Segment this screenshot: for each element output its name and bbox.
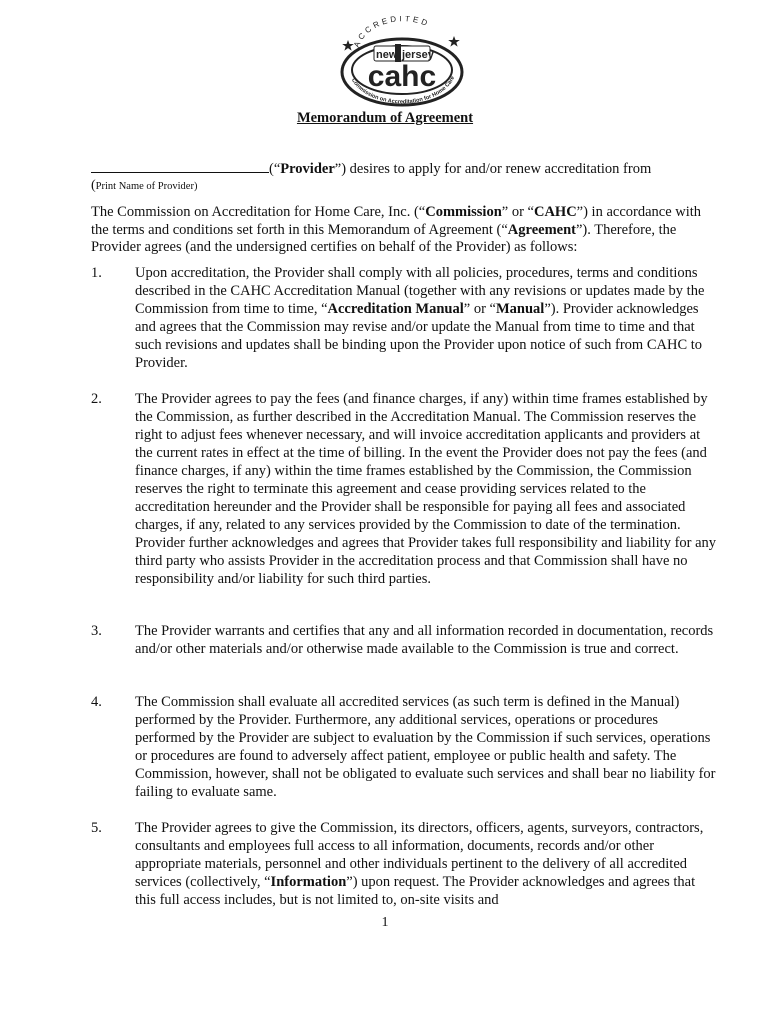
provider-quote-open: (“ (269, 161, 281, 177)
clause-text: The Commission shall evaluate all accredited services (as such term is defined in the Manual) performed by the Provider. Furthermore, any additional services, operations or procedures performed by the Provider are subject to evaluation by the Commission if such services, operations or procedures are found to adversely affect patient, employee or public health and safety. The Commission, however, shall not be obligated to evaluate such services and shall bear no liability for failing to evaluate same. (135, 694, 716, 800)
clause-text (135, 264, 717, 372)
star-icon (448, 36, 460, 47)
term-accreditation-manual: Accreditation Manual (327, 301, 464, 317)
clause-text-part: ”) upon request. The Provider acknowledges and agrees that this full access includes, but is not limited to, on-site visits and (135, 874, 696, 908)
intro-term-agreement: Agreement (507, 221, 576, 238)
clause-text-part: ”). Provider acknowledges and agrees that the Commission may revise and/or update the Manual from time to time and that such revisions and updates shall be binding upon the Provider upon notice of such from CAHC to Provider. (135, 301, 703, 371)
clause-text: The Provider warrants and certifies that any and all information recorded in documentation, records and/or other materials and/or otherwise made available to the Commission is true and correct. (135, 623, 714, 657)
provider-line (91, 160, 651, 178)
logo-ring-text: Commission on Accreditation for Home Care (349, 75, 457, 106)
intro-text: ” or “ (501, 204, 534, 220)
provider-caption (91, 178, 197, 194)
clause-number: 5. (91, 820, 102, 836)
intro-text: ”) in accordance with the terms and conditions set forth in this Memorandum of Agreement (“ (91, 204, 702, 238)
provider-caption-paren: ( (91, 178, 96, 193)
provider-line-text: ”) desires to apply for and/or renew accreditation from (334, 161, 652, 177)
provider-caption-text: Print Name of Provider) (95, 181, 198, 192)
star-icon (342, 40, 354, 51)
intro-paragraph (91, 204, 717, 257)
clause-number: 3. (91, 623, 102, 639)
clause-number: 2. (91, 391, 102, 407)
term-information: Information (270, 874, 347, 890)
clause-number: 4. (91, 694, 102, 710)
intro-text: ”). Therefore, the Provider agrees (and the undersigned certifies on behalf of the Provider) as follows: (91, 221, 677, 256)
page-title: Memorandum of Agreement (296, 110, 474, 126)
intro-term-cahc: CAHC (533, 204, 577, 220)
clause-text-part: Upon accreditation, the Provider shall comply with all policies, procedures, terms and conditions described in the CAHC Accreditation Manual (together with any revisions or updates made by the Commission from time to time, “ (135, 265, 705, 317)
logo-state-new: new (376, 49, 398, 61)
intro-text: The Commission on Accreditation for Home Care, Inc. (“ (91, 204, 426, 220)
clause-text: The Provider agrees to pay the fees (and finance charges, if any) within time frames established by the Commission, as further described in the Accreditation Manual. The Commission reserves the right to adjust fees whenever necessary, and will invoice accreditation applicants and providers at the current rates in effect at the time of billing. In the event the Provider does not pay the fees (and finance charges, if any) within the time frames established by the Commission, the Commission reserves the right to terminate this agreement and cease providing services related to the accreditation hereunder and the Provider shall be responsible for paying all fees and associated charges, if any, related to any services provided by the Commission to date of the termination. Provider further acknowledges and agrees that Provider takes full responsibility and liability for any third party who assists Provider in the accreditation process and that Commission shall have no responsibility and/or liability for such third parties. (135, 391, 717, 587)
logo-acronym: cahc (367, 60, 437, 93)
clause-number: 1. (91, 265, 102, 281)
provider-term: Provider (280, 161, 335, 177)
page-number: 1 (381, 915, 389, 930)
intro-term-commission: Commission (425, 204, 502, 220)
logo-state-jersey: jersey (402, 49, 434, 61)
clause-text-part: ” or “ (463, 301, 496, 317)
term-manual: Manual (495, 301, 545, 317)
cahc-logo (336, 16, 466, 108)
provider-name-blank[interactable] (91, 160, 269, 173)
clause-text-part: The Provider agrees to give the Commission, its directors, officers, agents, surveyors, contractors, consultants and employees full access to all information, documents, records and/or other appropriate materials, personnel and other individuals pertinent to the delivery of all accredited services (collectively, “ (135, 820, 704, 890)
logo-arc-text: ACCREDITED (351, 16, 432, 49)
clause-text (135, 819, 717, 909)
